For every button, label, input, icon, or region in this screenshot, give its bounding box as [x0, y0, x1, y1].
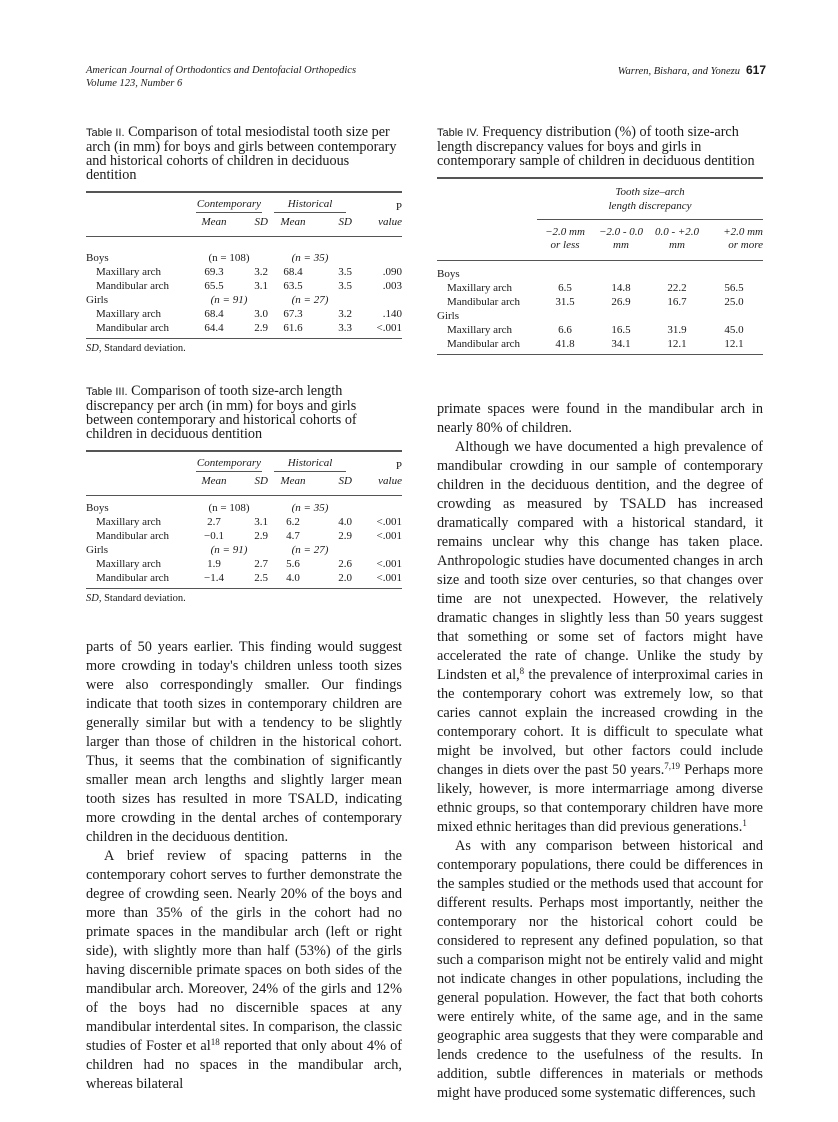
- group-header-historical: Historical: [274, 457, 346, 472]
- column-header: [649, 220, 705, 253]
- cell: 2.6: [338, 558, 352, 570]
- p-header: P: [395, 460, 402, 472]
- p-header-value: value: [378, 215, 402, 228]
- cell: <.001: [376, 516, 402, 528]
- cell: 2.7: [254, 558, 268, 570]
- column-header: [705, 220, 763, 253]
- cell: .090: [382, 265, 402, 278]
- table-2-title: Comparison of total mesiodistal tooth size per arch (in mm) for boys and girls between contemporary and historical cohorts of children in deciduous dentition: [86, 124, 397, 183]
- paragraph: [86, 847, 402, 1094]
- n-count: (n = 108): [208, 251, 250, 264]
- column-header-line: or more: [728, 239, 763, 251]
- cell: .140: [382, 307, 402, 320]
- row-label: Mandibular arch: [96, 572, 169, 584]
- column-header-line: −2.0 - 0.0: [598, 226, 644, 238]
- span-header: length discrepancy: [608, 200, 692, 212]
- group-row: [437, 267, 763, 281]
- n-count: (n = 35): [291, 251, 329, 264]
- table-2-label: Table II.: [86, 127, 125, 139]
- table-4: [437, 125, 763, 355]
- cell: 4.0: [286, 572, 300, 584]
- cell: <.001: [376, 558, 402, 570]
- cell: 2.9: [338, 530, 352, 542]
- row-label: Maxillary arch: [447, 324, 513, 336]
- cell: −0.1: [204, 530, 224, 542]
- cell: 3.2: [254, 265, 268, 278]
- cell: 63.5: [283, 279, 303, 292]
- row-label: Maxillary arch: [96, 265, 162, 278]
- cell: 3.1: [254, 516, 268, 528]
- row-label: Mandibular arch: [96, 321, 169, 334]
- cell: .003: [382, 279, 402, 292]
- column-header-line: 0.0 - +2.0: [654, 226, 700, 238]
- cell: 16.5: [611, 324, 631, 336]
- cell: 45.0: [724, 324, 744, 336]
- table-2-footnote: [86, 343, 402, 354]
- table-row: [86, 321, 402, 335]
- cell: <.001: [376, 321, 402, 334]
- group-row: [437, 309, 763, 323]
- body-column-right: [437, 400, 763, 1103]
- header-authors: Warren, Bishara, and Yonezu: [617, 66, 740, 77]
- cell: 41.8: [555, 338, 575, 350]
- table-row: [437, 281, 763, 295]
- cell: 16.7: [667, 296, 687, 308]
- table-row: [86, 279, 402, 293]
- paragraph-text: Although we have documented a high prevalence of mandibular crowding in our sample of contemporary children in the deciduous dentition, and the degree of crowding as measured by TSALD has increased dramatically compared with a historical standard, it remains unclear why this change has taken place. Anthropologic studies have documented changes in arch size and tooth size over centuries, so that changes over time are not unexpected. However, the relatively dramatic changes in slightly less than 50 years suggest that something or some set of factors might have accelerated the rate of change. Unlike the study by Lindsten et al,: [437, 439, 763, 683]
- group-header-historical: Historical: [274, 198, 346, 213]
- cell: 64.4: [204, 321, 224, 334]
- n-count: (n = 35): [291, 502, 329, 514]
- cell: 68.4: [283, 265, 303, 278]
- table-4-grid: [437, 179, 763, 351]
- group-label: Girls: [86, 544, 108, 556]
- column-header-line: −2.0 mm: [545, 226, 585, 238]
- n-count: (n = 91): [210, 544, 248, 556]
- body-column-left: [86, 638, 402, 1094]
- p-header-value: value: [378, 474, 402, 487]
- cell: 12.1: [667, 338, 687, 350]
- journal-volume: Volume 123, Number 6: [86, 78, 183, 89]
- row-label: Maxillary arch: [96, 516, 162, 528]
- cell: 34.1: [611, 338, 631, 350]
- column-header-line: +2.0 mm: [723, 226, 763, 238]
- row-label: Maxillary arch: [96, 558, 162, 570]
- cell: 3.2: [338, 307, 352, 320]
- column-header-line: mm: [669, 239, 685, 251]
- cell: 67.3: [283, 307, 303, 320]
- cell: 3.5: [338, 265, 352, 278]
- footnote-text: Standard deviation.: [101, 593, 186, 604]
- cell: 6.6: [558, 324, 572, 336]
- table-3-footnote: [86, 593, 402, 604]
- group-label: Boys: [86, 502, 109, 514]
- group-row: [86, 293, 402, 307]
- cell: 2.5: [254, 572, 268, 584]
- footnote-abbr: SD,: [86, 342, 102, 354]
- cell: 22.2: [667, 282, 687, 294]
- group-row: [86, 251, 402, 265]
- sub-header-sd: SD: [338, 474, 352, 487]
- column-header: [537, 220, 593, 253]
- sub-header-sd: SD: [338, 215, 352, 228]
- column-header: [593, 220, 649, 253]
- table-row: [86, 571, 402, 585]
- cell: <.001: [376, 530, 402, 542]
- cell: 1.9: [207, 558, 221, 570]
- sub-header-mean: Mean: [201, 215, 227, 228]
- paragraph-text: reported that only about 4% of children had no spaces in the mandibular arch, whereas bilateral: [86, 1038, 402, 1092]
- group-row: [86, 543, 402, 557]
- table-4-title: Frequency distribution (%) of tooth size-arch length discrepancy values for boys and girls in contemporary sample of children in deciduous dentition: [437, 124, 755, 169]
- cell: 31.9: [667, 324, 687, 336]
- cell: 2.9: [254, 530, 268, 542]
- cell: 12.1: [724, 338, 744, 350]
- cell: 4.7: [286, 530, 300, 542]
- group-label: Boys: [86, 251, 109, 264]
- n-count: (n = 91): [210, 293, 248, 306]
- cell: 25.0: [724, 296, 744, 308]
- table-2-caption: [86, 125, 402, 182]
- row-label: Maxillary arch: [447, 282, 513, 294]
- group-header-contemporary: Contemporary: [196, 198, 262, 213]
- sub-header-sd: SD: [254, 474, 268, 487]
- row-label: Mandibular arch: [96, 279, 169, 292]
- cell: 5.6: [286, 558, 300, 570]
- paragraph: primate spaces were found in the mandibular arch in nearly 80% of children.: [437, 401, 763, 436]
- cell: 2.9: [254, 321, 268, 334]
- table-row: [86, 265, 402, 279]
- column-header-line: mm: [613, 239, 629, 251]
- column-header-line: or less: [550, 239, 580, 251]
- table-row: [437, 337, 763, 351]
- cell: 3.5: [338, 279, 352, 292]
- cell: 3.1: [254, 279, 268, 292]
- n-count: (n = 108): [208, 502, 250, 514]
- group-label: Girls: [86, 293, 108, 306]
- sub-header-sd: SD: [254, 215, 268, 228]
- table-row: [86, 557, 402, 571]
- page-number: 617: [745, 63, 766, 77]
- row-label: Mandibular arch: [96, 530, 169, 542]
- paragraph-text: the prevalence of interproximal caries in the contemporary cohort was extremely low, so that caries cannot explain the increased crowding in the contemporary cohort. It is difficult to speculate what might be involved, but other factors could include changes in diets over the past 50 years.: [437, 667, 764, 778]
- span-header: Tooth size–arch: [615, 186, 685, 198]
- paragraph-text: Perhaps more likely, however, is more intermarriage among diverse ethnic groups, so that contemporary children have more mixed ethnic heritages than did previous generations.: [437, 762, 764, 835]
- table-4-label: Table IV.: [437, 127, 479, 139]
- cell: 31.5: [555, 296, 575, 308]
- table-3-label: Table III.: [86, 386, 128, 398]
- citation-ref: 7,19: [664, 761, 681, 771]
- sub-header-mean: Mean: [280, 215, 306, 228]
- table-row: [437, 295, 763, 309]
- group-header-contemporary: Contemporary: [196, 457, 262, 472]
- table-row: [437, 323, 763, 337]
- group-row: [86, 501, 402, 515]
- table-row: [86, 529, 402, 543]
- cell: 4.0: [338, 516, 352, 528]
- paragraph: As with any comparison between historical and contemporary populations, there could be differences in the samples studied or the methods used that account for different results. Perhaps most importantly, neither the contemporary nor the historical cohort could be considered to represent any defined population, so that such a comparison might not be entirely valid and might not indicate changes in other populations, including the general population. However, the fact that both cohorts were entirely white, of the same age, and in the same geographic area suggests that they were comparable and lends credence to the usefulness of the results. In addition, subtle differences in materials or methods might have produced some systematic differences, such: [437, 838, 763, 1101]
- cell: 2.7: [207, 516, 221, 528]
- table-3-grid: [86, 452, 402, 585]
- footnote-text: Standard deviation.: [101, 342, 186, 354]
- table-row: [86, 307, 402, 321]
- table-3-title: Comparison of tooth size-arch length discrepancy per arch (in mm) for boys and girls between contemporary and historical cohorts of children in deciduous dentition: [86, 383, 357, 442]
- p-header: P: [395, 201, 402, 213]
- table-2: [86, 125, 402, 354]
- cell: 68.4: [204, 307, 224, 320]
- cell: 69.3: [204, 265, 224, 278]
- cell: 14.8: [611, 282, 631, 294]
- journal-title: American Journal of Orthodontics and Dentofacial Orthopedics: [86, 65, 357, 76]
- table-3: [86, 384, 402, 604]
- cell: <.001: [376, 572, 402, 584]
- paragraph-text: A brief review of spacing patterns in the contemporary cohort serves to further demonstrate the degree of crowding seen. Nearly 20% of the boys and more than 35% of the girls in the cohort had no primate spaces in the mandibular arch (left or right side), with slightly more than half (53%) of the girls having discernible primate spaces on both sides of the mandibular arch. Moreover, 24% of the girls and 12% of the boys had no discernible spaces at any mandibular interdental sites. In comparison, the classic studies of Foster et al: [86, 848, 402, 1054]
- citation-ref: 18: [210, 1037, 220, 1047]
- paragraph: [437, 438, 763, 837]
- row-label: Mandibular arch: [447, 296, 520, 308]
- group-label: Girls: [437, 310, 459, 322]
- cell: 3.0: [254, 307, 268, 320]
- table-4-caption: [437, 125, 763, 168]
- citation-ref: 8: [519, 666, 525, 676]
- cell: 6.5: [558, 282, 572, 294]
- row-label: Maxillary arch: [96, 307, 162, 320]
- cell: 65.5: [204, 279, 224, 292]
- group-label: Boys: [437, 268, 460, 280]
- table-3-caption: [86, 384, 402, 441]
- cell: 3.3: [338, 321, 352, 334]
- footnote-abbr: SD,: [86, 593, 102, 604]
- sub-header-mean: Mean: [201, 474, 227, 487]
- n-count: (n = 27): [291, 293, 329, 306]
- sub-header-mean: Mean: [280, 474, 306, 487]
- cell: 2.0: [338, 572, 352, 584]
- cell: 26.9: [611, 296, 631, 308]
- cell: 61.6: [283, 321, 303, 334]
- row-label: Mandibular arch: [447, 338, 520, 350]
- cell: 6.2: [286, 516, 300, 528]
- citation-ref: 1: [742, 818, 747, 828]
- cell: 56.5: [724, 282, 744, 294]
- cell: −1.4: [204, 572, 224, 584]
- n-count: (n = 27): [291, 544, 329, 556]
- table-2-grid: [86, 193, 402, 335]
- paragraph: parts of 50 years earlier. This finding would suggest more crowding in today's children unless tooth sizes were also correspondingly smaller. Our findings indicate that tooth sizes in contemporary children are generally similar but with a tendency to be slightly larger than those of children in the historical cohort. Thus, it seems that the combination of significantly smaller mean arch lengths and slightly larger mean tooth sizes has resulted in more TSALD, indicating more crowding in the dental arches of contemporary children in the deciduous dentition.: [86, 639, 402, 845]
- table-row: [86, 515, 402, 529]
